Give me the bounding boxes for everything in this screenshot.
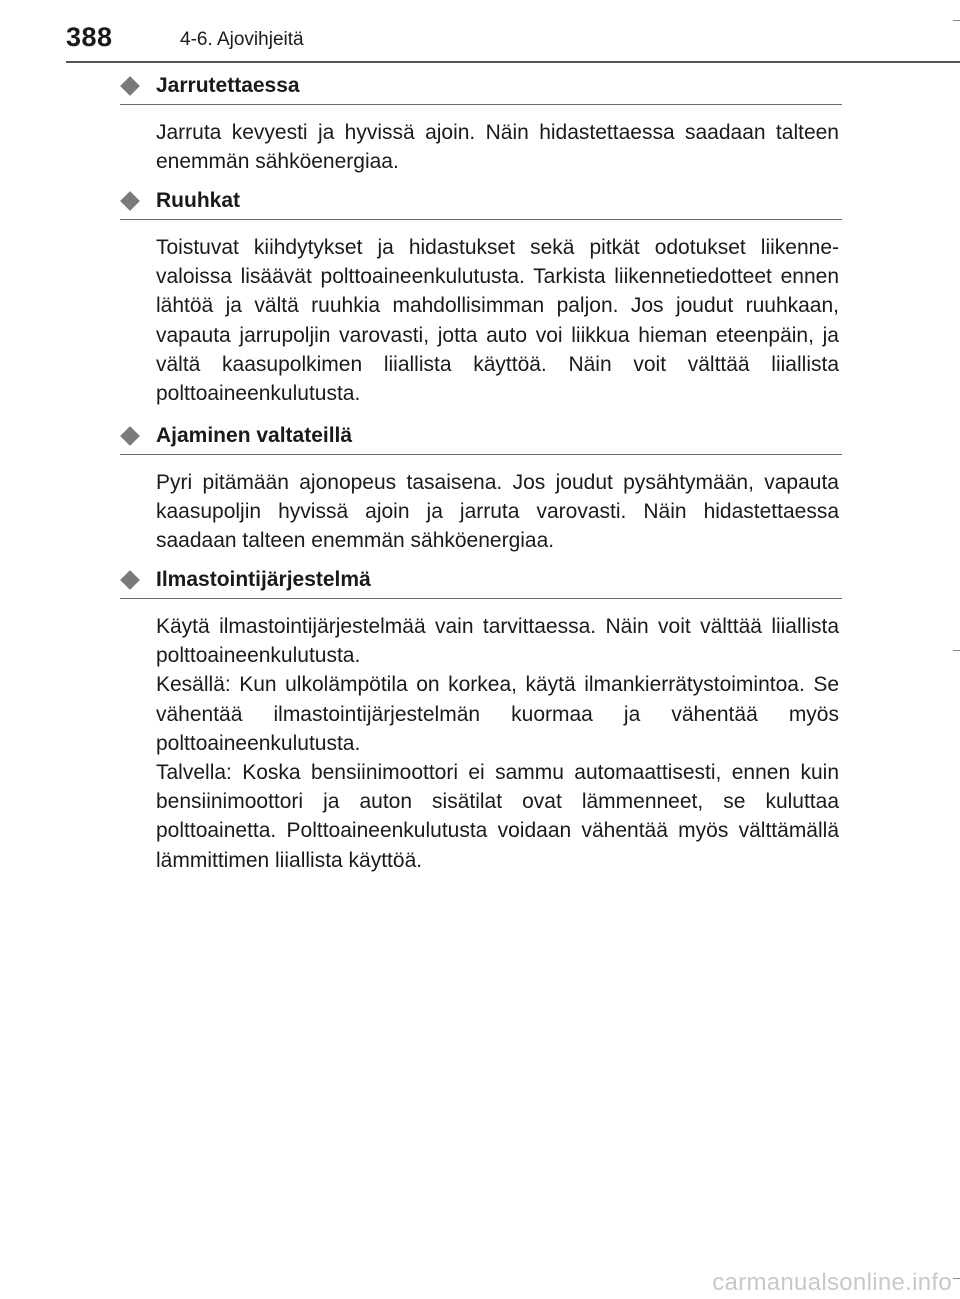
section-divider [120,104,842,105]
diamond-bullet-icon [120,426,140,446]
diamond-bullet-icon [120,570,140,590]
paragraph: Toistuvat kiihdytykset ja hidastukset sekä pitkät odotukset liikennevaloissa lisäävät polttoaineenkulutusta. Tarkista liikennetiedotteet ennen lähtöä ja vältä ruuhkia mahdollisimman paljon. Jos joudut ruuhkaan, vapauta jarrupoljin varovasti, jotta auto voi liikkua hieman eteenpäin, ja vältä kaasupolkimen liiallista käyttöä. Näin voit välttää liiallista polttoaineenkulutusta. [156,236,839,406]
section-divider [120,598,842,599]
paragraph: Talvella: Koska bensiinimoottori ei sammu automaattisesti, ennen kuin bensiinimoottori ja auton sisätilat ovat lämmenneet, se kuluttaa polttoainetta. Polttoaineenkulutusta voidaan vähentää myös välttämällä lämmittimen liiallista käyttöä. [156,761,839,872]
section-body [156,612,839,875]
paragraph: Pyri pitämään ajonopeus tasaisena. Jos joudut pysähtymään, vapauta kaasupoljin hyvissä ajoin ja jarruta varovasti. Näin hidastettaessa saadaan talteen enemmän sähköenergiaa. [156,471,839,553]
section-divider [120,219,842,220]
paragraph: Jarruta kevyesti ja hyvissä ajoin. Näin hidastettaessa saadaan talteen enemmän sähköenergiaa. [156,121,839,174]
section-body [156,468,839,556]
crop-mark [953,1278,960,1279]
paragraph: Kesällä: Kun ulkolämpötila on korkea, käytä ilmankierrätystoimintoa. Se vähentää ilmastointijärjestelmän kuormaa ja vähentää myös polttoaineenkulutusta. [156,673,839,755]
diamond-bullet-icon [120,76,140,96]
page-number: 388 [66,22,113,52]
section-heading [120,187,840,221]
section-heading [120,72,840,106]
section-divider [120,454,842,455]
paragraph: Käytä ilmastointijärjestelmää vain tarvittaessa. Näin voit välttää liiallista polttoaineenkulutusta. [156,615,839,668]
crop-mark [953,20,960,21]
diamond-bullet-icon [120,191,140,211]
section-body [156,233,839,408]
section-heading [120,422,840,456]
header-divider [66,61,960,63]
section-title: Ilmastointijärjestelmä [156,568,371,591]
chapter-title: 4-6. Ajovihjeitä [180,29,304,50]
section-body [156,118,839,176]
watermark: carmanualsonline.info [712,1269,952,1296]
page-header [0,0,960,64]
section-title: Jarrutettaessa [156,74,300,97]
section-title: Ruuhkat [156,189,240,212]
section-heading [120,566,840,600]
section-title: Ajaminen valtateillä [156,424,353,447]
crop-mark [953,650,960,651]
